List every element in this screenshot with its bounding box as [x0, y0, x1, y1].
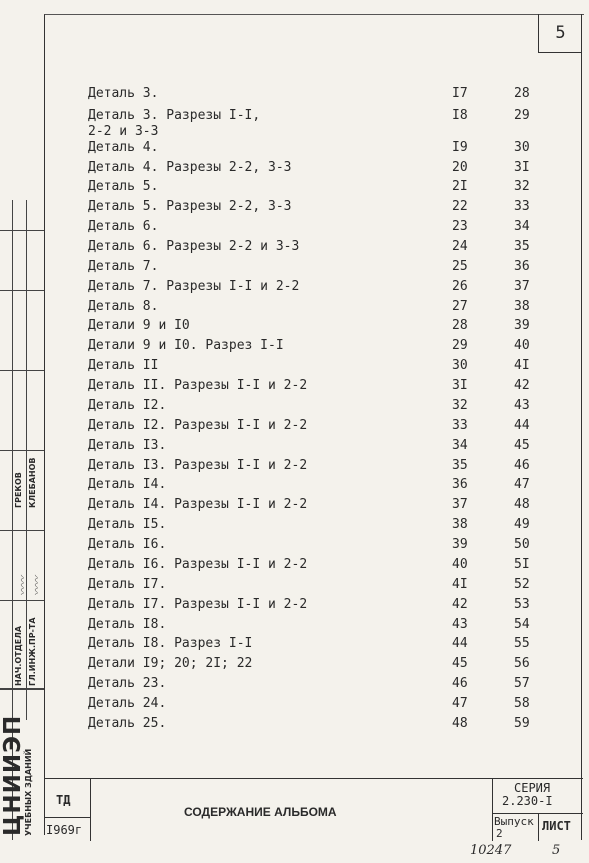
- toc-page: 45: [514, 438, 530, 453]
- album-title: СОДЕРЖАНИЕ АЛЬБОМА: [184, 805, 337, 819]
- toc-sheet: 37: [452, 497, 468, 512]
- toc-page: 50: [514, 537, 530, 552]
- toc-title: Деталь I7. Разрезы I-I и 2-2: [88, 597, 308, 612]
- toc-page: 38: [514, 299, 530, 314]
- toc-sheet: 36: [452, 477, 468, 492]
- toc-title: Деталь I6. Разрезы I-I и 2-2: [88, 557, 308, 572]
- toc-title: Деталь I2.: [88, 398, 167, 413]
- toc-page: 4I: [514, 358, 530, 373]
- toc-sheet: I7: [452, 86, 468, 101]
- toc-sheet: 27: [452, 299, 468, 314]
- toc-sheet: 2I: [452, 179, 468, 194]
- toc-title: Деталь 25.: [88, 716, 167, 731]
- toc-page: 48: [514, 497, 530, 512]
- toc-page: 46: [514, 458, 530, 473]
- toc-sheet: 33: [452, 418, 468, 433]
- series-label: СЕРИЯ: [514, 781, 551, 795]
- toc-title: Детали 9 и I0. Разрез I-I: [88, 338, 284, 353]
- issue-label: Выпуск: [494, 815, 534, 828]
- page-number: 5: [555, 23, 566, 43]
- name-klebanov: КЛЕБАНОВ: [28, 457, 37, 508]
- toc-page: 52: [514, 577, 530, 592]
- toc-page: 33: [514, 199, 530, 214]
- toc-page: 56: [514, 656, 530, 671]
- toc-title: Детали 9 и I0: [88, 318, 190, 333]
- toc-page: 58: [514, 696, 530, 711]
- title-block: [44, 778, 583, 841]
- toc-page: 43: [514, 398, 530, 413]
- toc-title: Деталь 5.: [88, 179, 159, 194]
- toc-title: Деталь II: [88, 358, 159, 373]
- role-head-dept: НАЧ.ОТДЕЛА: [14, 625, 23, 686]
- toc-page: 57: [514, 676, 530, 691]
- toc-sheet: 46: [452, 676, 468, 691]
- toc-sheet: 24: [452, 239, 468, 254]
- toc-sheet: 25: [452, 259, 468, 274]
- toc-sheet: 44: [452, 636, 468, 651]
- toc-sheet: 28: [452, 318, 468, 333]
- toc-sheet: 40: [452, 557, 468, 572]
- toc-title: Деталь 8.: [88, 299, 159, 314]
- toc-page: 5I: [514, 557, 530, 572]
- toc-title: Деталь I6.: [88, 537, 167, 552]
- toc-sheet: 43: [452, 617, 468, 632]
- sheet-label: ЛИСТ: [542, 819, 571, 833]
- toc-page: 32: [514, 179, 530, 194]
- toc-title: Деталь 23.: [88, 676, 167, 691]
- page-number-box: [538, 14, 582, 53]
- toc-page: 55: [514, 636, 530, 651]
- role-chief-eng: ГЛ.ИНЖ.ПР-ТА: [28, 617, 37, 686]
- toc-title: Детали I9; 20; 2I; 22: [88, 656, 253, 671]
- toc-title: Деталь 5. Разрезы 2-2, 3-3: [88, 199, 292, 214]
- toc-page: 40: [514, 338, 530, 353]
- toc-title: Деталь I3.: [88, 438, 167, 453]
- toc-sheet: 45: [452, 656, 468, 671]
- toc-sheet: 47: [452, 696, 468, 711]
- toc-page: 44: [514, 418, 530, 433]
- page-right-border: [581, 14, 582, 840]
- toc-sheet: 38: [452, 517, 468, 532]
- side-stamp: [0, 200, 44, 840]
- toc-sheet: 34: [452, 438, 468, 453]
- toc-sheet: 20: [452, 160, 468, 175]
- inventory-number: 10247: [470, 843, 512, 858]
- toc-title: Деталь I7.: [88, 577, 167, 592]
- toc-page: 36: [514, 259, 530, 274]
- toc-sheet: 3I: [452, 378, 468, 393]
- toc-title: Деталь II. Разрезы I-I и 2-2: [88, 378, 308, 393]
- toc-title: Деталь 4. Разрезы 2-2, 3-3: [88, 160, 292, 175]
- toc-sheet: 32: [452, 398, 468, 413]
- org-name: ЦНИИЭП: [0, 714, 26, 836]
- name-grekov: ГРЕКОВ: [14, 472, 23, 508]
- toc-page: 29: [514, 108, 530, 123]
- toc-title: Деталь 6.: [88, 219, 159, 234]
- toc-title: Деталь 3.: [88, 86, 159, 101]
- toc-title: Деталь 7. Разрезы I-I и 2-2: [88, 279, 300, 294]
- org-subtitle: УЧЕБНЫХ ЗДАНИЙ: [24, 748, 33, 836]
- toc-sheet: I9: [452, 140, 468, 155]
- toc-sheet: I8: [452, 108, 468, 123]
- toc-page: 28: [514, 86, 530, 101]
- toc-title: Деталь 7.: [88, 259, 159, 274]
- toc-page: 53: [514, 597, 530, 612]
- toc-title: Деталь I4. Разрезы I-I и 2-2: [88, 497, 308, 512]
- issue-value: 2: [496, 827, 503, 840]
- toc-title: Деталь 24.: [88, 696, 167, 711]
- toc-title: Деталь 3. Разрезы I-I, 2-2 и 3-3: [88, 108, 261, 139]
- toc-page: 37: [514, 279, 530, 294]
- year: I969г: [46, 823, 83, 837]
- toc-page: 34: [514, 219, 530, 234]
- toc-sheet: 29: [452, 338, 468, 353]
- toc-sheet: 35: [452, 458, 468, 473]
- toc-sheet: 26: [452, 279, 468, 294]
- toc-sheet: 42: [452, 597, 468, 612]
- toc-page: 47: [514, 477, 530, 492]
- toc-sheet: 48: [452, 716, 468, 731]
- toc-title: Деталь 4.: [88, 140, 159, 155]
- toc-page: 54: [514, 617, 530, 632]
- series-value: 2.230-I: [502, 794, 553, 808]
- toc-page: 39: [514, 318, 530, 333]
- toc-title: Деталь 6. Разрезы 2-2 и 3-3: [88, 239, 300, 254]
- toc-title: Деталь I4.: [88, 477, 167, 492]
- toc-sheet: 23: [452, 219, 468, 234]
- toc-sheet: 30: [452, 358, 468, 373]
- toc-page: 59: [514, 716, 530, 731]
- sheet-number: 5: [552, 843, 561, 858]
- toc-title: Деталь I8.: [88, 617, 167, 632]
- toc-title: Деталь I5.: [88, 517, 167, 532]
- toc-page: 35: [514, 239, 530, 254]
- toc-title: Деталь I2. Разрезы I-I и 2-2: [88, 418, 308, 433]
- signature-1: 〰〰: [18, 576, 29, 596]
- toc-page: 30: [514, 140, 530, 155]
- signature-2: 〰〰: [32, 576, 43, 596]
- toc-title: Деталь I8. Разрез I-I: [88, 636, 253, 651]
- toc-sheet: 4I: [452, 577, 468, 592]
- toc-page: 3I: [514, 160, 530, 175]
- code: ТД: [56, 793, 71, 807]
- toc-sheet: 22: [452, 199, 468, 214]
- toc-page: 42: [514, 378, 530, 393]
- toc-title: Деталь I3. Разрезы I-I и 2-2: [88, 458, 308, 473]
- toc-sheet: 39: [452, 537, 468, 552]
- toc-page: 49: [514, 517, 530, 532]
